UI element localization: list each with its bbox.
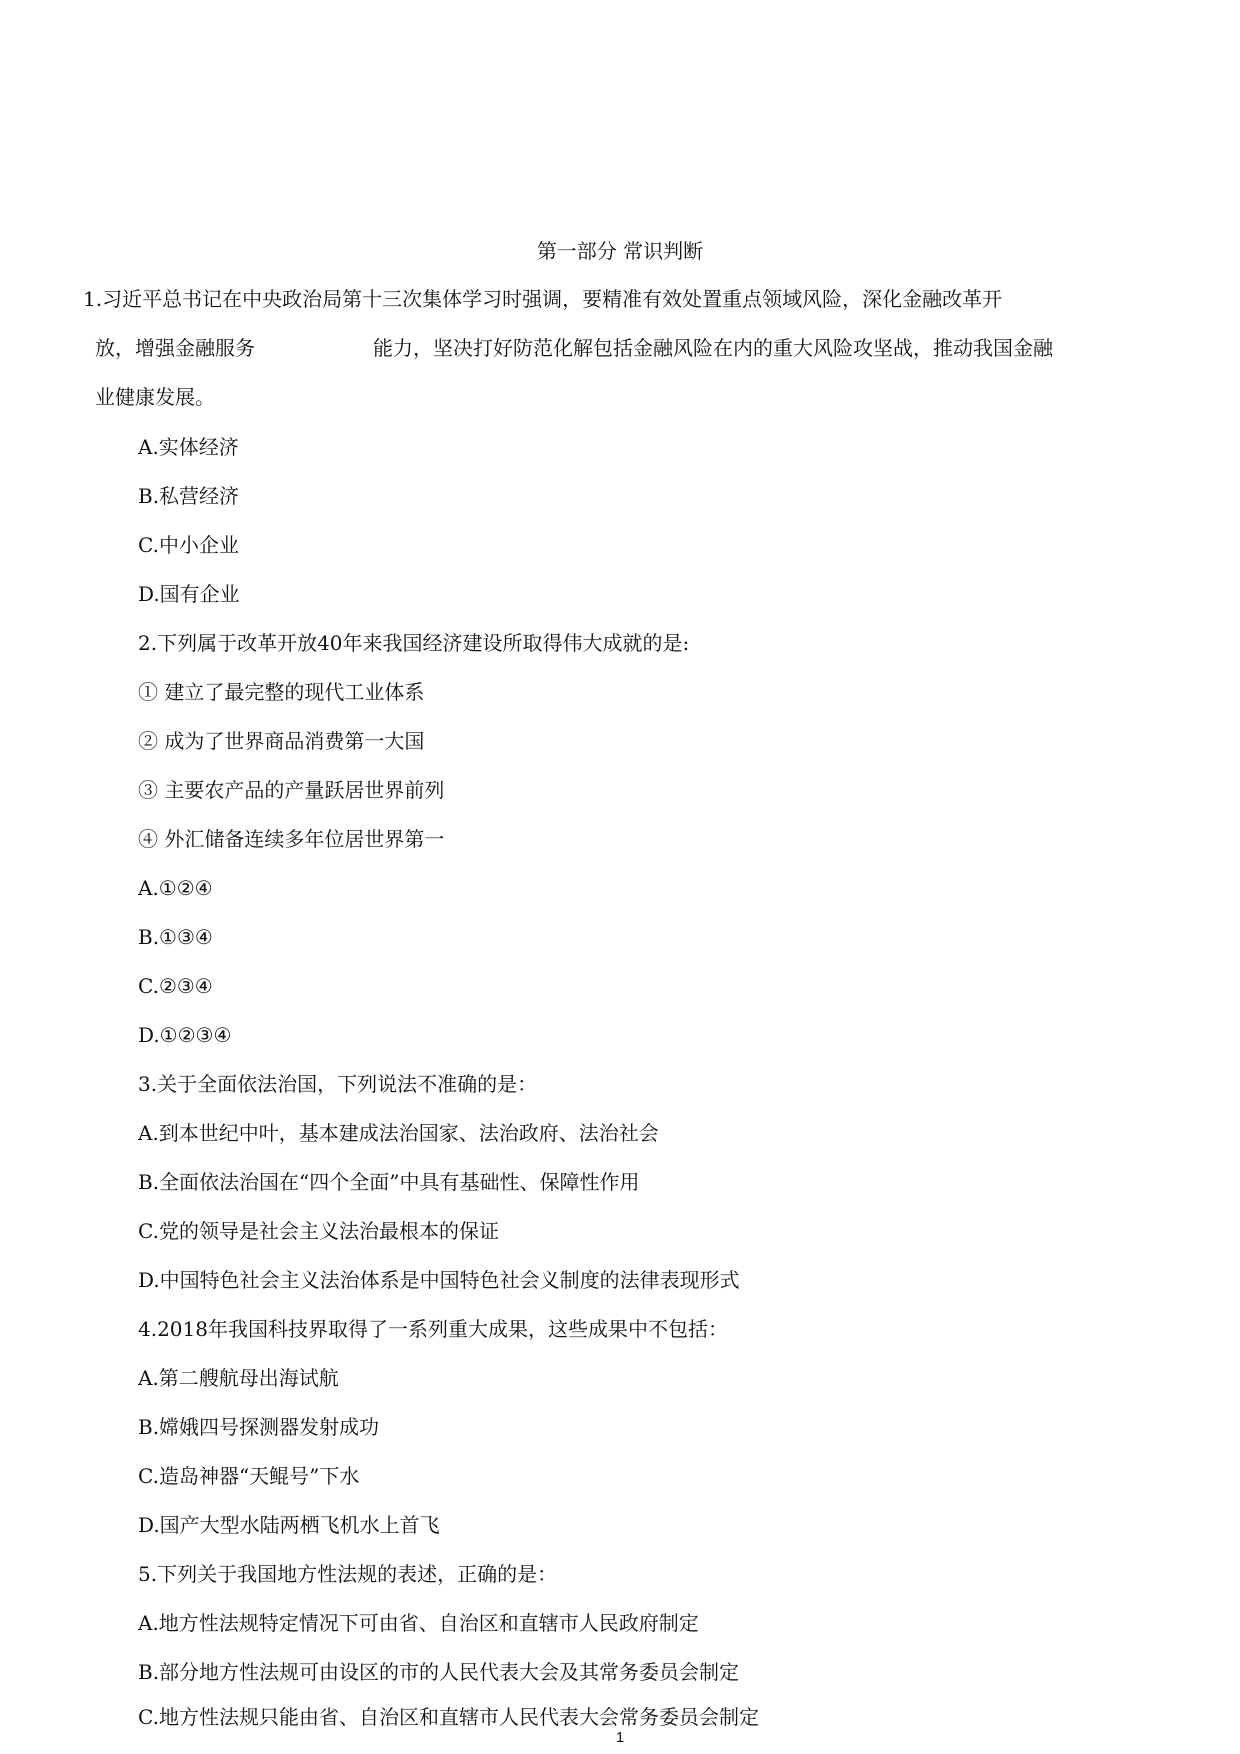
question-1-stem-line-3: 业健康发展。 <box>95 385 215 409</box>
q3-option-d: D.中国特色社会主义法治体系是中国特色社会义制度的法律表现形式 <box>138 1268 740 1292</box>
q2-option-d: D.①②③④ <box>138 1023 232 1047</box>
question-1-stem-line-2-start: 放，增强金融服务 <box>95 336 255 360</box>
question-4-stem: 4.2018年我国科技界取得了一系列重大成果，这些成果中不包括： <box>138 1317 728 1341</box>
q1-option-d: D.国有企业 <box>138 582 240 606</box>
q2-statement-1: ① 建立了最完整的现代工业体系 <box>138 680 425 704</box>
q2-option-c: C.②③④ <box>138 974 213 998</box>
section-title: 第一部分 常识判断 <box>536 239 704 263</box>
q1-option-b: B.私营经济 <box>138 484 240 508</box>
q2-statement-3: ③ 主要农产品的产量跃居世界前列 <box>138 778 445 802</box>
q2-statement-2: ② 成为了世界商品消费第一大国 <box>138 729 425 753</box>
q1-option-c: C.中小企业 <box>138 533 239 557</box>
question-1-stem-line-1: 1.习近平总书记在中央政治局第十三次集体学习时强调，要精准有效处置重点领域风险，深化金融改革开 <box>83 287 1003 311</box>
q3-option-b: B.全面依法治国在“四个全面”中具有基础性、保障性作用 <box>138 1170 640 1194</box>
question-2-stem: 2.下列属于改革开放40年来我国经济建设所取得伟大成就的是: <box>138 631 690 655</box>
q2-option-a: A.①②④ <box>138 876 213 900</box>
q4-option-c: C.造岛神器“天鲲号”下水 <box>138 1464 360 1488</box>
q2-option-b: B.①③④ <box>138 925 213 949</box>
q5-option-b: B.部分地方性法规可由设区的市的人民代表大会及其常务委员会制定 <box>138 1660 740 1684</box>
q2-statement-4: ④ 外汇储备连续多年位居世界第一 <box>138 827 445 851</box>
page-number: 1 <box>615 1729 625 1746</box>
question-1-stem-line-2 <box>95 333 1053 363</box>
question-5-stem: 5.下列关于我国地方性法规的表述，正确的是： <box>138 1562 558 1586</box>
q4-option-b: B.嫦娥四号探测器发射成功 <box>138 1415 380 1439</box>
question-1-stem-line-2-end: 能力，坚决打好防范化解包括金融风险在内的重大风险攻坚战，推动我国金融 <box>373 336 1053 360</box>
q3-option-c: C.党的领导是社会主义法治最根本的保证 <box>138 1219 499 1243</box>
q5-option-c: C.地方性法规只能由省、自治区和直辖市人民代表大会常务委员会制定 <box>138 1705 759 1729</box>
q3-option-a: A.到本世纪中叶，基本建成法治国家、法治政府、法治社会 <box>138 1121 659 1145</box>
q4-option-a: A.第二艘航母出海试航 <box>138 1366 339 1390</box>
q5-option-a: A.地方性法规特定情况下可由省、自治区和直辖市人民政府制定 <box>138 1611 699 1635</box>
q1-option-a: A.实体经济 <box>138 435 239 459</box>
question-3-stem: 3.关于全面依法治国，下列说法不准确的是： <box>138 1072 538 1096</box>
q4-option-d: D.国产大型水陆两栖飞机水上首飞 <box>138 1513 440 1537</box>
